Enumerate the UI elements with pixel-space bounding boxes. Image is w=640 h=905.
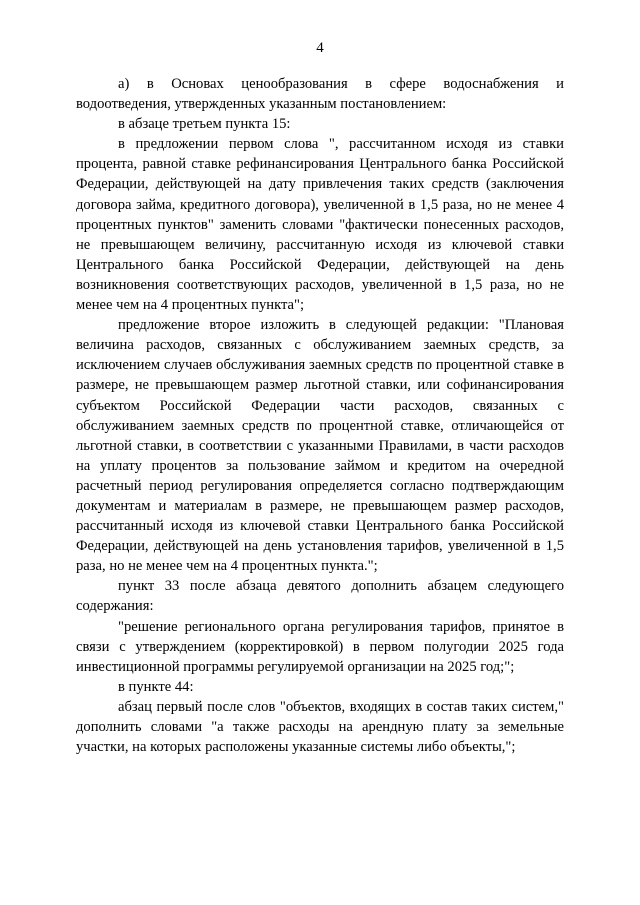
paragraph-regional-decision-quote: "решение регионального органа регулирования тарифов, принятое в связи с утверждением (корректировкой) в первом полугодии 2025 года инвестиционной программы регулируемой организации на 2025 год;";: [76, 618, 564, 675]
page-number: 4: [316, 40, 324, 56]
paragraph-first-sentence-change: в предложении первом слова ", рассчитанном исходя из ставки процента, равной ставке рефинансирования Центрального банка Российской Федерации, действующей на дату привлечения таких средств (заключения договора займа, кредитного договора), увеличенной в 1,5 раза, но не менее 4 процентных пунктов" заменить словами "фактически понесенных расходов, не превышающем величину, рассчитанную исходя из ключевой ставки Центрального банка Российской Федерации, действующей на день возникновения соответствующих расходов, увеличенной в 1,5 раза, но не менее чем на 4 процентных пункта";: [76, 136, 564, 314]
paragraph-item-44-first-paragraph: абзац первый после слов "объектов, входящих в состав таких систем," дополнить словами "а также расходы на арендную плату за земельные участки, на которых расположены указанные системы либо объекты,";: [76, 698, 564, 756]
paragraph-item-33-addition: пункт 33 после абзаца девятого дополнить абзацем следующего содержания:: [76, 578, 564, 615]
paragraph-item-15-intro: в абзаце третьем пункта 15:: [118, 116, 291, 133]
paragraph-subitem-a: а) в Основах ценообразования в сфере водоснабжения и водоотведения, утвержденных указанным постановлением:: [76, 76, 564, 113]
paragraph-item-44-intro: в пункте 44:: [118, 678, 194, 695]
paragraph-second-sentence-change: предложение второе изложить в следующей редакции: "Плановая величина расходов, связанных с обслуживанием заемных средств, за исключением случаев обслуживания заемных средств по процентной ставке в размере, не превышающем размер льготной ставки, или софинансирования субъектом Российской Федерации части расходов, связанных с обслуживанием заемных средств по процентной ставке, отличающейся от льготной ставки, в соответствии с указанными Правилами, в части расходов на уплату процентов за пользование займом и кредитом на очередной расчетный период регулирования определяется согласно подтверждающим документам и материалам в размере, не превышающем размер расходов, рассчитанный исходя из ключевой ставки Центрального банка Российской Федерации, действующей на день установления тарифов, увеличенной в 1,5 раза, но не менее чем на 4 процентных пункта.";: [76, 317, 564, 575]
document-body: [76, 74, 564, 757]
